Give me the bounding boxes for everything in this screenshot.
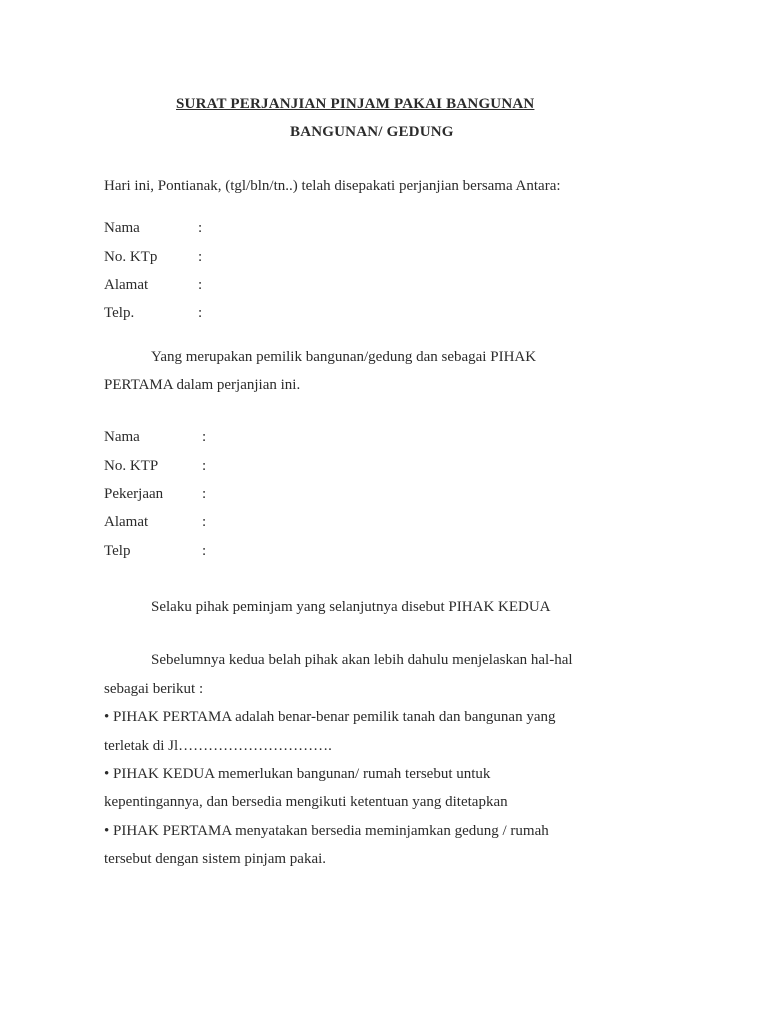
preface-line2: sebagai berikut :: [104, 681, 204, 697]
field-label: Telp: [104, 543, 131, 559]
bullet-3-line1: • PIHAK PERTAMA menyatakan bersedia meminjamkan gedung / rumah: [104, 823, 549, 839]
party2-field-alamat: [104, 513, 148, 531]
preface-line1: Sebelumnya kedua belah pihak akan lebih dahulu menjelaskan hal-hal: [151, 652, 573, 668]
field-colon: :: [202, 429, 207, 445]
party2-field-telp: [104, 542, 130, 560]
field-label: Telp.: [104, 305, 135, 321]
party2-field-name: [104, 428, 140, 446]
bullet-1-line2: terletak di Jl………………………….: [104, 738, 332, 754]
party1-description-line2: PERTAMA dalam perjanjian ini.: [104, 377, 301, 393]
field-colon: :: [202, 486, 207, 502]
party1-description-line1: Yang merupakan pemilik bangunan/gedung dan sebagai PIHAK: [151, 349, 537, 365]
bullet-3-line2: tersebut dengan sistem pinjam pakai.: [104, 851, 327, 867]
field-label: No. KTp: [104, 249, 158, 265]
field-colon: :: [202, 514, 207, 530]
field-colon: :: [202, 543, 207, 559]
party2-description: Selaku pihak peminjam yang selanjutnya disebut PIHAK KEDUA: [151, 599, 551, 615]
party1-field-telp: [104, 304, 134, 322]
bullet-2-line2: kepentingannya, dan bersedia mengikuti ketentuan yang ditetapkan: [104, 794, 508, 810]
party2-field-ktp: [104, 457, 158, 475]
bullet-1-line1: • PIHAK PERTAMA adalah benar-benar pemilik tanah dan bangunan yang: [104, 709, 556, 725]
party1-field-ktp: [104, 248, 157, 266]
document-title: SURAT PERJANJIAN PINJAM PAKAI BANGUNAN: [176, 96, 535, 112]
field-colon: :: [198, 249, 203, 265]
party1-field-alamat: [104, 276, 148, 294]
field-colon: :: [198, 220, 203, 236]
field-colon: :: [198, 277, 203, 293]
party1-field-name: [104, 219, 140, 237]
field-label: Nama: [104, 429, 140, 445]
intro-paragraph: Hari ini, Pontianak, (tgl/bln/tn..) telah disepakati perjanjian bersama Antara:: [104, 178, 561, 194]
field-colon: :: [198, 305, 203, 321]
field-colon: :: [202, 458, 207, 474]
field-label: No. KTP: [104, 458, 159, 474]
party2-field-pekerjaan: [104, 485, 163, 503]
field-label: Alamat: [104, 514, 149, 530]
document-subtitle: BANGUNAN/ GEDUNG: [290, 124, 454, 140]
bullet-2-line1: • PIHAK KEDUA memerlukan bangunan/ rumah tersebut untuk: [104, 766, 491, 782]
field-label: Alamat: [104, 277, 149, 293]
field-label: Pekerjaan: [104, 486, 164, 502]
field-label: Nama: [104, 220, 140, 236]
